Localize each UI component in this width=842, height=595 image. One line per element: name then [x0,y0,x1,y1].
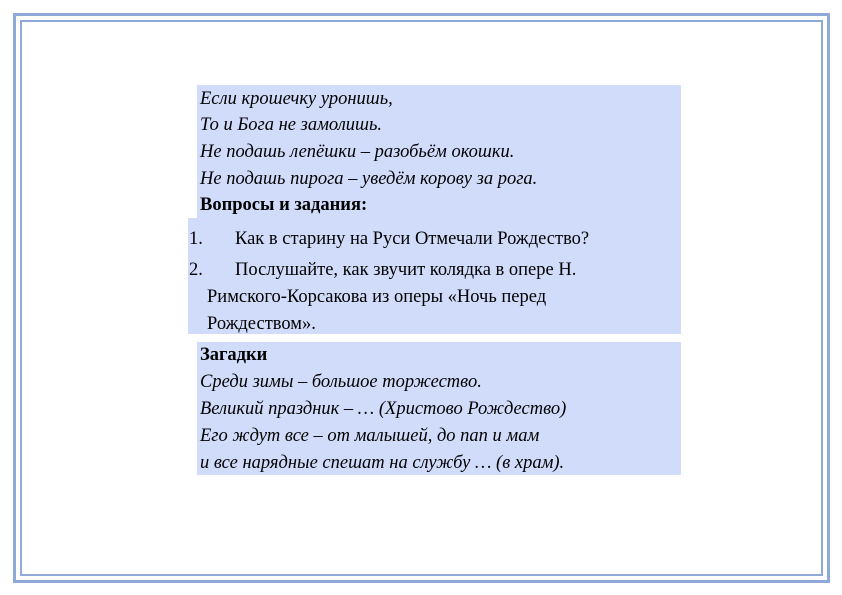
question-2-line-2: Римского-Корсакова из оперы «Ночь перед [207,287,547,307]
question-2-line-1: Послушайте, как звучит колядка в опере Н. [235,260,577,280]
verse-line-4: Не подашь пирога – уведём корову за рога. [200,169,538,189]
questions-heading: Вопросы и задания: [200,195,368,215]
verse-line-2: То и Бога не замолишь. [200,115,383,135]
riddle-line-4: и все нарядные спешат на службу … (в храм). [200,453,565,473]
verse-line-3: Не подашь лепёшки – разобьём окошки. [200,142,515,162]
question-1-number: 1. [189,229,203,249]
riddles-heading: Загадки [200,345,268,365]
verse-line-1: Если крошечку уронишь, [200,89,393,109]
riddle-line-3: Его ждут все – от малышей, до пап и мам [200,426,540,446]
question-2-number: 2. [189,260,203,280]
question-2-line-3: Рождеством». [207,314,316,334]
riddle-line-2: Великий праздник – … (Христово Рождество) [200,399,567,419]
question-1-text: Как в старину на Руси Отмечали Рождество? [235,229,590,249]
riddle-line-1: Среди зимы – большое торжество. [200,372,482,392]
